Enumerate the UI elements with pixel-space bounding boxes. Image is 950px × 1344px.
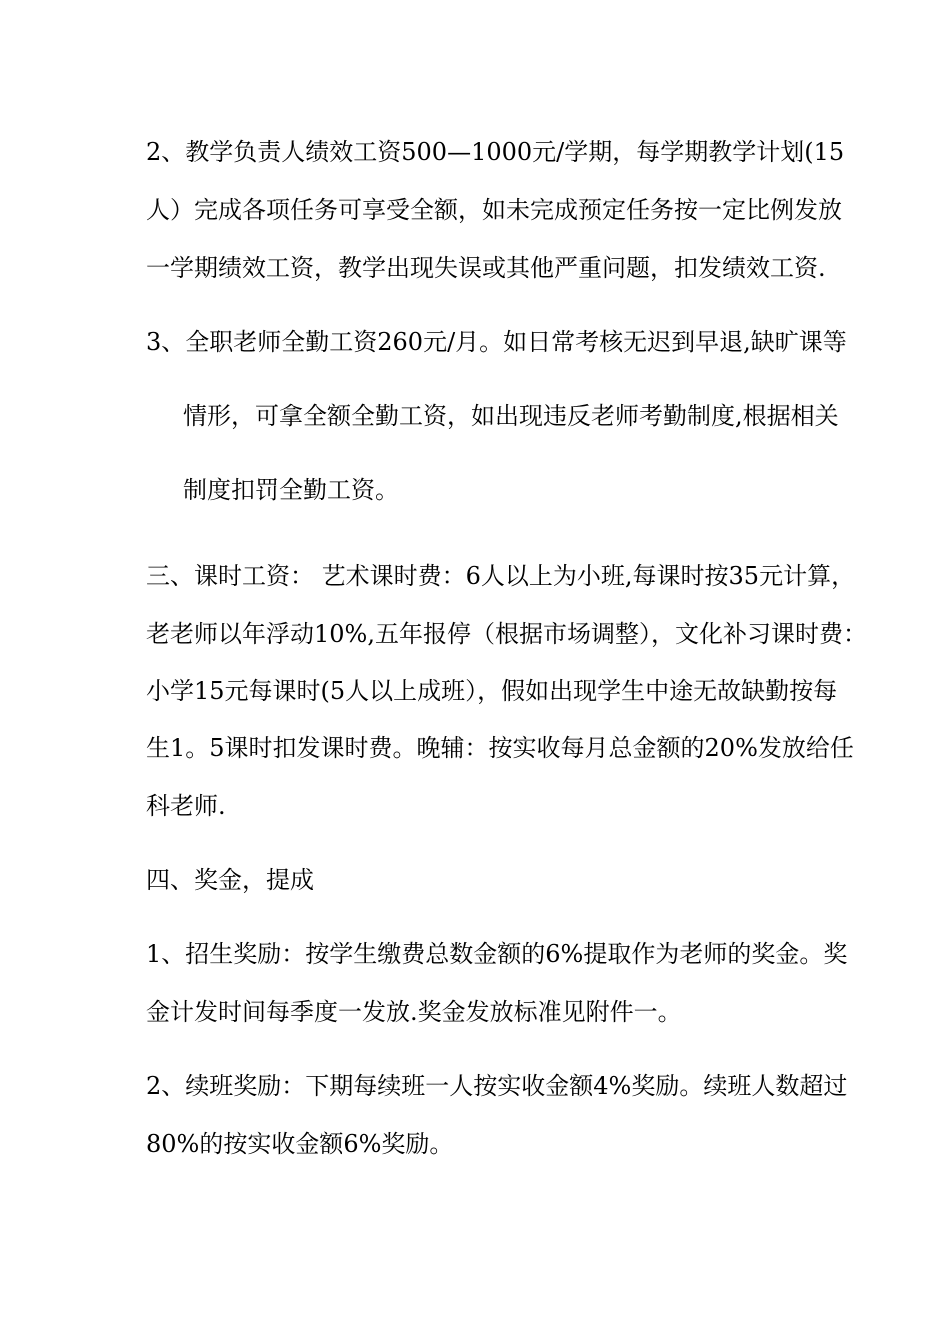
text-line: 小学15元每课时(5人以上成班），假如出现学生中途无故缺勤按每 xyxy=(146,677,838,705)
text-line: 人）完成各项任务可享受全额，如未完成预定任务按一定比例发放 xyxy=(146,196,842,224)
text-line: 80%的按实收金额6%奖励。 xyxy=(146,1130,454,1158)
text-line: 制度扣罚全勤工资。 xyxy=(183,476,399,504)
text-line: 一学期绩效工资，教学出现失误或其他严重问题，扣发绩效工资. xyxy=(146,254,826,282)
text-line: 2、教学负责人绩效工资500—1000元/学期，每学期教学计划(15 xyxy=(146,138,845,166)
text-line: 老老师以年浮动10%,五年报停（根据市场调整），文化补习课时费： xyxy=(146,620,867,648)
text-line: 金计发时间每季度一发放.奖金发放标准见附件一。 xyxy=(146,998,682,1026)
text-line: 三、课时工资： 艺术课时费：6人以上为小班,每课时按35元计算， xyxy=(146,562,856,590)
text-line: 3、全职老师全勤工资260元/月。如日常考核无迟到早退,缺旷课等 xyxy=(146,328,847,356)
text-line: 情形，可拿全额全勤工资，如出现违反老师考勤制度,根据相关 xyxy=(183,402,839,430)
text-line: 1、招生奖励：按学生缴费总数金额的6%提取作为老师的奖金。奖 xyxy=(146,940,848,968)
text-line: 2、续班奖励：下期每续班一人按实收金额4%奖励。续班人数超过 xyxy=(146,1072,848,1100)
section-heading: 四、奖金，提成 xyxy=(146,866,314,894)
text-line: 生1。5课时扣发课时费。晚辅：按实收每月总金额的20%发放给任 xyxy=(146,734,854,762)
text-line: 科老师. xyxy=(146,792,226,820)
